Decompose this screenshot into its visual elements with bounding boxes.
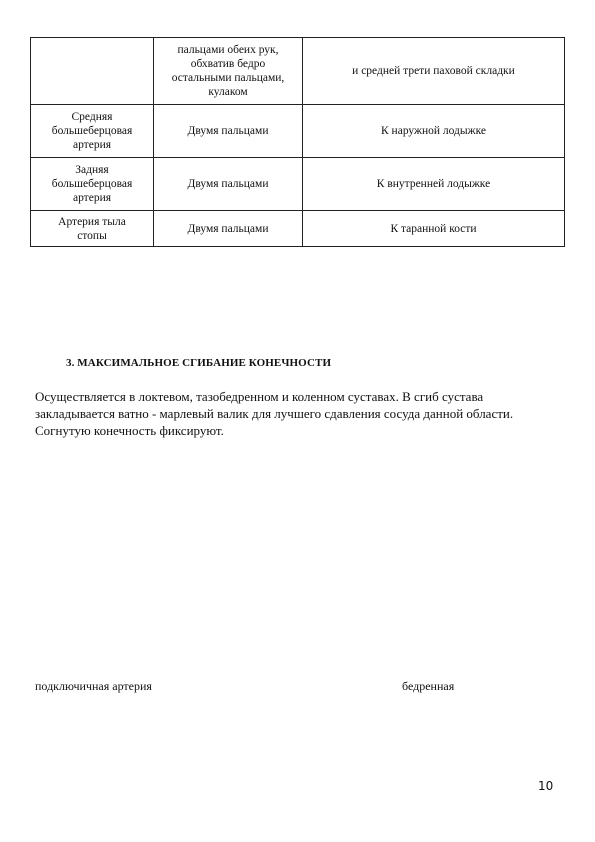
artery-cell — [31, 105, 154, 158]
pressing-method: Двумя пальцами — [187, 125, 269, 137]
point-cell — [303, 38, 565, 105]
pressing-method: пальцами обеих рук, обхватив бедро остальными пальцами, кулаком — [171, 44, 285, 98]
point-cell — [303, 158, 565, 211]
artery-name: Артерия тыла стопы — [58, 215, 126, 242]
artery-name: Средняя большеберцовая артерия — [51, 111, 133, 151]
artery-cell — [31, 38, 154, 105]
method-cell — [154, 105, 303, 158]
point-cell — [303, 105, 565, 158]
artery-cell — [31, 211, 154, 247]
pressing-point: К наружной лодыжке — [381, 125, 486, 137]
method-cell — [154, 38, 303, 105]
table-row — [31, 38, 565, 105]
pressing-method: Двумя пальцами — [187, 178, 269, 190]
method-cell — [154, 211, 303, 247]
caption-femoral: бедренная — [402, 679, 455, 693]
section-heading: 3. МАКСИМАЛЬНОЕ СГИБАНИЕ КОНЕЧНОСТИ — [66, 357, 332, 369]
section-paragraph — [35, 388, 560, 439]
table-row — [31, 158, 565, 211]
pressing-point: К таранной кости — [390, 222, 477, 235]
point-cell — [303, 211, 565, 247]
paragraph-line: закладывается ватно - марлевый валик для лучшего сдавления сосуда данной области. — [35, 406, 514, 421]
pressing-point: и средней трети паховой складки — [352, 65, 515, 77]
method-cell — [154, 158, 303, 211]
arteries-table — [30, 37, 565, 247]
paragraph-line: Согнутую конечность фиксируют. — [35, 423, 224, 438]
paragraph-line: Осуществляется в локтевом, тазобедренном и коленном суставах. В сгиб сустава — [35, 389, 484, 404]
table-row — [31, 211, 565, 247]
caption-subclavian: подключичная артерия — [35, 679, 152, 693]
artery-name: Задняя большеберцовая артерия — [51, 164, 133, 204]
page-number: 10 — [538, 779, 554, 793]
pressing-method: Двумя пальцами — [187, 222, 269, 235]
pressing-point: К внутренней лодыжке — [376, 178, 491, 190]
artery-cell — [31, 158, 154, 211]
table-row — [31, 105, 565, 158]
